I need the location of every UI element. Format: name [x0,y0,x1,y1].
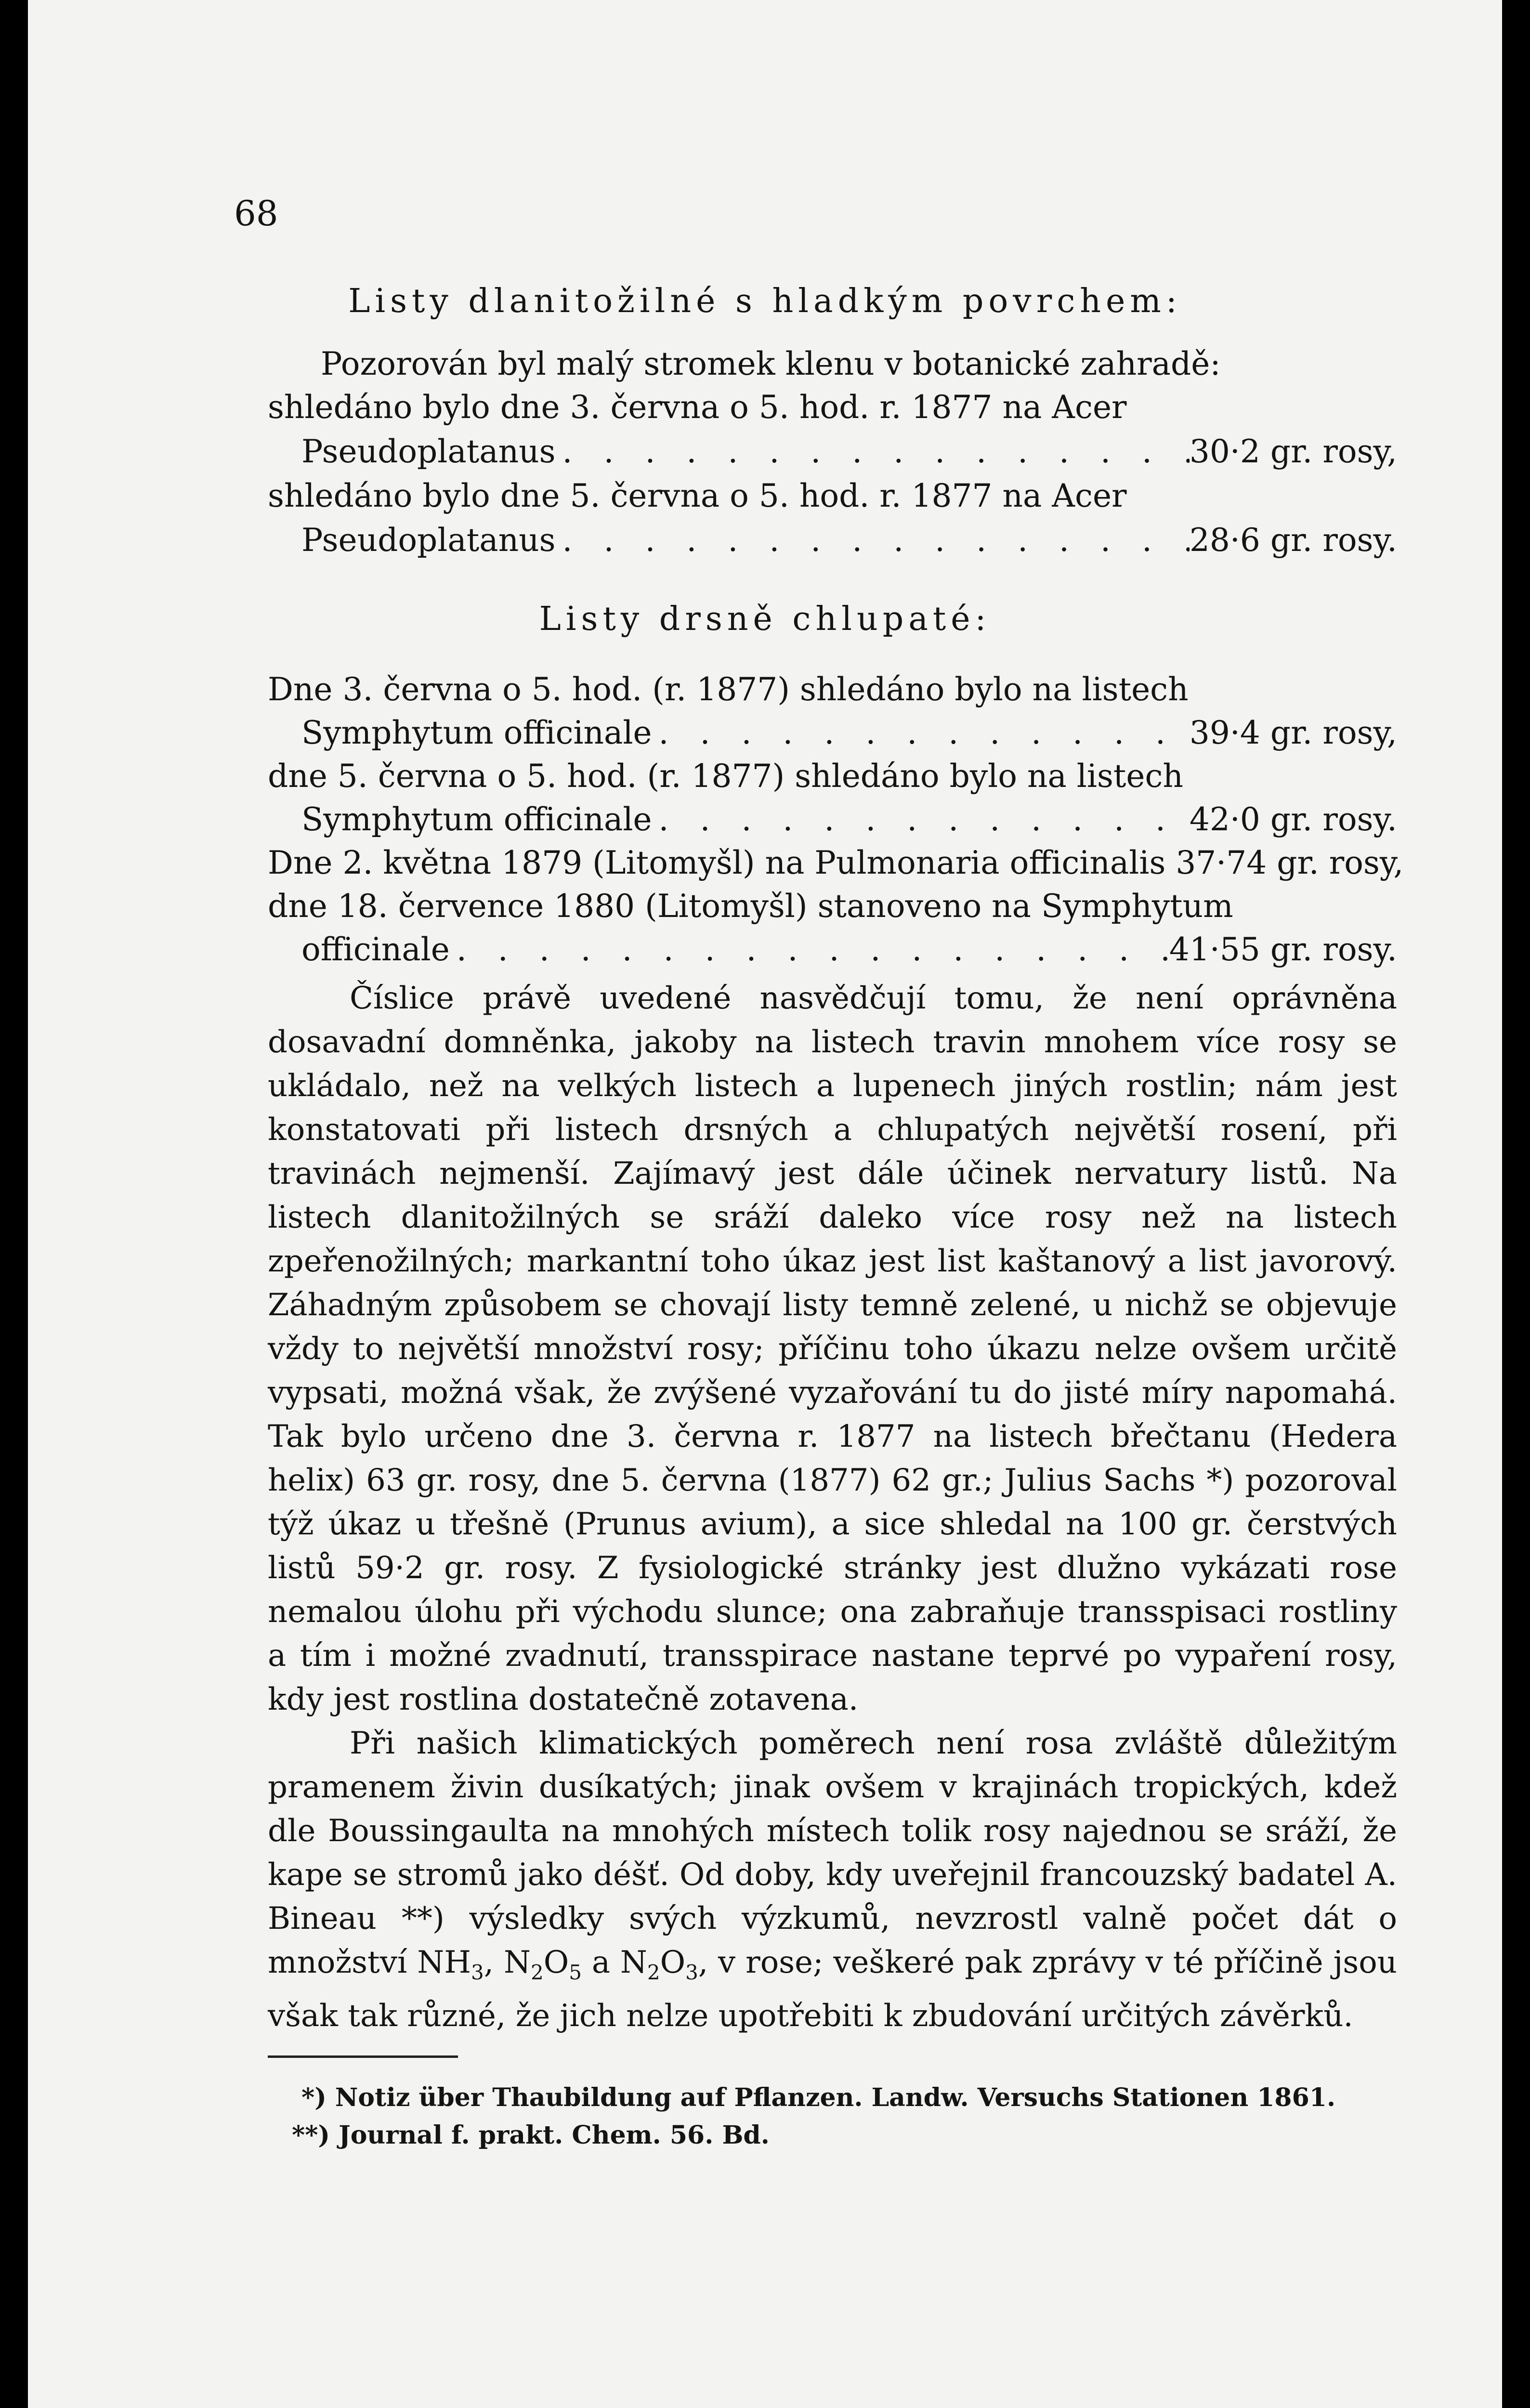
observation-4-text: dne 5. června o 5. hod. (r. 1877) shledáno bylo na listech [268,758,1183,795]
observation-3-entry [301,711,1397,755]
paragraph-1: Číslice právě uvedené nasvědčují tomu, že není oprávněna dosavadní domněnka, jakoby na listech travin mnohem více rosy se ukládalo, než na velkých listech a lupenech jiných rostlin; nám jest konstatovati při listech drsných a chlupatých největší rosení, při travinách nejmenší. Zajímavý jest dále účinek nervatury listů. Na listech dlanitožilných se sráží daleko více rosy než na listech zpeřenožilných; markantní toho úkaz jest list kaštanový a list javorový. Záhadným způsobem se chovají listy temně zelené, u nichž se objevuje vždy to největší množství rosy; příčinu toho úkazu nelze ovšem určitě vypsati, možná však, že zvýšené vyzařování tu do jisté míry napomahá. Tak bylo určeno dne 3. června r. 1877 na listech břečtanu (Hedera helix) 63 gr. rosy, dne 5. června (1877) 62 gr.; Julius Sachs *) pozoroval týž úkaz u třešně (Prunus avium), a sice shledal na 100 gr. čerstvých listů 59·2 gr. rosy. Z fysiologické stránky jest dlužno vykázati rose nemalou úlohu při východu slunce; ona zabraňuje transspisaci rostliny a tím i možné zvadnutí, transspirace nastane teprvé po vypaření rosy, kdy jest rostlina dostatečně zotavena. [268,981,1397,1717]
observation-2-text: shledáno bylo dne 5. června o 5. hod. r. 1877 na Acer [268,477,1127,514]
leader-dots [652,711,1190,755]
observation-2-value: 28·6 gr. rosy. [1189,522,1397,559]
observation-1-value: 30·2 gr. rosy, [1189,433,1397,470]
observation-6-text: dne 18. července 1880 (Litomyšl) stanoveno na Symphytum [268,888,1233,925]
observation-5-text: Dne 2. května 1879 (Litomyšl) na Pulmonaria officinalis 37·74 gr. rosy, [268,844,1404,881]
leader-dots [652,798,1190,842]
observation-2-species: Pseudoplatanus [301,522,556,559]
observation-6-species: officinale [301,931,450,968]
observation-4-value: 42·0 gr. rosy. [1189,801,1397,838]
observation-6-entry [301,928,1397,972]
observation-3-species: Symphytum officinale [301,714,652,751]
observation-1-species: Pseudoplatanus [301,433,556,470]
footnote-1: *) Notiz über Thaubildung auf Pflanzen. Landw. Versuchs Stationen 1861. [301,2083,1336,2112]
book-page [28,0,1502,2408]
section-heading-hairy-leaves: Listy drsně chlupaté: [539,600,991,638]
footnote-2: **) Journal f. prakt. Chem. 56. Bd. [292,2120,770,2150]
leader-dots [450,928,1169,972]
leader-dots [556,518,1190,563]
observation-4-species: Symphytum officinale [301,801,652,838]
observation-4-entry [301,798,1397,842]
intro-line: Pozorován byl malý stromek klenu v botanické zahradě: [321,345,1221,382]
observation-1-entry [301,430,1397,474]
observation-2-entry [301,518,1397,563]
page-number: 68 [234,193,278,234]
footnote-divider [268,2055,458,2058]
observation-1-text: shledáno bylo dne 3. června o 5. hod. r. 1877 na Acer [268,389,1127,426]
leader-dots [556,430,1190,474]
observation-3-text: Dne 3. června o 5. hod. (r. 1877) shledáno bylo na listech [268,671,1189,708]
body-text [268,977,1397,2038]
section-heading-smooth-leaves: Listy dlanitožilné s hladkým povrchem: [348,282,1182,320]
observation-6-value: 41·55 gr. rosy. [1169,931,1397,968]
paragraph-2: Při našich klimatických poměrech není rosa zvláště důležitým pramenem živin dusíkatých; jinak ovšem v krajinách tropických, kdež dle Boussingaulta na mnohých místech tolik rosy najednou se sráží, že kape se stromů jako déšť. Od doby, kdy uveřejnil francouzský badatel A. Bineau **) výsledky svých výzkumů, nevzrostl valně počet dát o množství $NH_3$, $N_2O_5$ a $N_2O_3$, v rose; veškeré pak zprávy v té příčině jsou však tak různé, že jich nelze upotřebiti k zbudování určitých závěrků. [268,1726,1398,2034]
observation-3-value: 39·4 gr. rosy, [1189,714,1397,751]
